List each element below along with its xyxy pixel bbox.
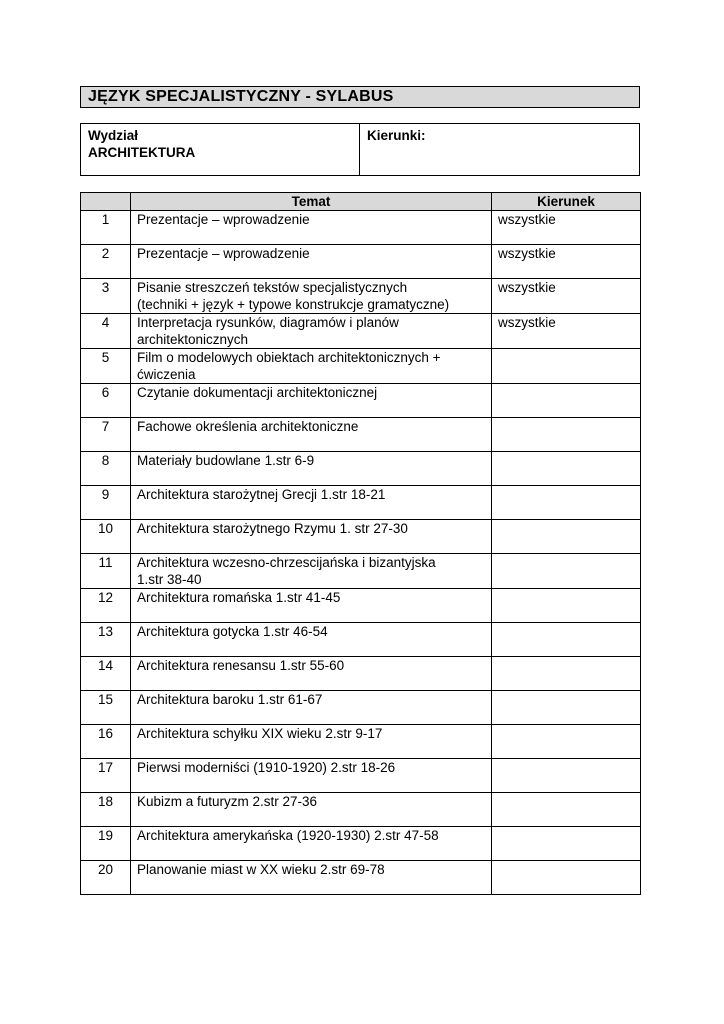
row-topic: Pierwsi moderniści (1910-1920) 2.str 18-26	[131, 759, 492, 793]
row-direction	[492, 725, 641, 759]
syllabus-table	[80, 192, 641, 895]
row-direction	[492, 759, 641, 793]
table-row	[81, 827, 641, 861]
row-number: 18	[81, 793, 131, 827]
table-row	[81, 279, 641, 314]
faculty-info-table	[80, 123, 640, 176]
row-topic: Pisanie streszczeń tekstów specjalistycznych (techniki + język + typowe konstrukcje gramatyczne)	[131, 279, 492, 314]
row-direction	[492, 623, 641, 657]
row-topic: Architektura gotycka 1.str 46-54	[131, 623, 492, 657]
row-topic: Architektura baroku 1.str 61-67	[131, 691, 492, 725]
row-topic: Prezentacje – wprowadzenie	[131, 211, 492, 245]
row-direction	[492, 452, 641, 486]
row-direction	[492, 827, 641, 861]
row-direction	[492, 349, 641, 384]
table-row	[81, 623, 641, 657]
row-number: 12	[81, 589, 131, 623]
row-topic: Architektura renesansu 1.str 55-60	[131, 657, 492, 691]
faculty-cell	[81, 124, 360, 175]
table-row	[81, 691, 641, 725]
table-row	[81, 589, 641, 623]
row-topic: Architektura romańska 1.str 41-45	[131, 589, 492, 623]
table-row	[81, 793, 641, 827]
row-number: 2	[81, 245, 131, 279]
row-direction: wszystkie	[492, 211, 641, 245]
row-topic: Interpretacja rysunków, diagramów i planów architektonicznych	[131, 314, 492, 349]
row-topic: Architektura wczesno-chrzescijańska i bizantyjska 1.str 38-40	[131, 554, 492, 589]
row-direction	[492, 793, 641, 827]
row-direction	[492, 589, 641, 623]
row-topic: Materiały budowlane 1.str 6-9	[131, 452, 492, 486]
row-number: 15	[81, 691, 131, 725]
row-direction	[492, 691, 641, 725]
row-direction	[492, 486, 641, 520]
row-number: 4	[81, 314, 131, 349]
row-topic: Kubizm a futuryzm 2.str 27-36	[131, 793, 492, 827]
row-number: 19	[81, 827, 131, 861]
row-number: 11	[81, 554, 131, 589]
table-row	[81, 384, 641, 418]
table-row	[81, 861, 641, 895]
row-direction	[492, 418, 641, 452]
row-number: 20	[81, 861, 131, 895]
document-title-bar	[80, 86, 640, 108]
table-row	[81, 349, 641, 384]
row-topic: Film o modelowych obiektach architektonicznych + ćwiczenia	[131, 349, 492, 384]
row-topic: Fachowe określenia architektoniczne	[131, 418, 492, 452]
row-number: 5	[81, 349, 131, 384]
row-number: 8	[81, 452, 131, 486]
table-row	[81, 520, 641, 554]
faculty-value: ARCHITEKTURA	[88, 145, 196, 160]
header-number	[81, 193, 131, 211]
row-direction: wszystkie	[492, 245, 641, 279]
table-row	[81, 725, 641, 759]
table-row	[81, 554, 641, 589]
row-number: 1	[81, 211, 131, 245]
directions-label: Kierunki:	[367, 128, 426, 143]
row-topic: Czytanie dokumentacji architektonicznej	[131, 384, 492, 418]
table-row	[81, 211, 641, 245]
row-number: 10	[81, 520, 131, 554]
faculty-label: Wydział	[88, 128, 139, 143]
table-row	[81, 418, 641, 452]
row-topic: Architektura starożytnej Grecji 1.str 18-21	[131, 486, 492, 520]
row-number: 14	[81, 657, 131, 691]
row-number: 17	[81, 759, 131, 793]
row-topic: Architektura amerykańska (1920-1930) 2.str 47-58	[131, 827, 492, 861]
row-topic: Architektura schyłku XIX wieku 2.str 9-17	[131, 725, 492, 759]
row-number: 6	[81, 384, 131, 418]
table-row	[81, 314, 641, 349]
row-direction	[492, 520, 641, 554]
table-row	[81, 657, 641, 691]
row-topic: Prezentacje – wprowadzenie	[131, 245, 492, 279]
row-number: 7	[81, 418, 131, 452]
document-title: JĘZYK SPECJALISTYCZNY - SYLABUS	[88, 88, 394, 105]
table-row	[81, 486, 641, 520]
row-direction	[492, 657, 641, 691]
table-row	[81, 759, 641, 793]
row-number: 9	[81, 486, 131, 520]
table-row	[81, 452, 641, 486]
row-direction	[492, 861, 641, 895]
row-number: 3	[81, 279, 131, 314]
header-direction: Kierunek	[492, 193, 641, 211]
row-number: 16	[81, 725, 131, 759]
row-direction	[492, 554, 641, 589]
row-number: 13	[81, 623, 131, 657]
table-row	[81, 245, 641, 279]
directions-cell	[360, 124, 639, 175]
row-direction: wszystkie	[492, 279, 641, 314]
row-topic: Architektura starożytnego Rzymu 1. str 27-30	[131, 520, 492, 554]
row-direction: wszystkie	[492, 314, 641, 349]
row-topic: Planowanie miast w XX wieku 2.str 69-78	[131, 861, 492, 895]
row-direction	[492, 384, 641, 418]
table-header-row	[81, 193, 641, 211]
header-topic: Temat	[131, 193, 492, 211]
